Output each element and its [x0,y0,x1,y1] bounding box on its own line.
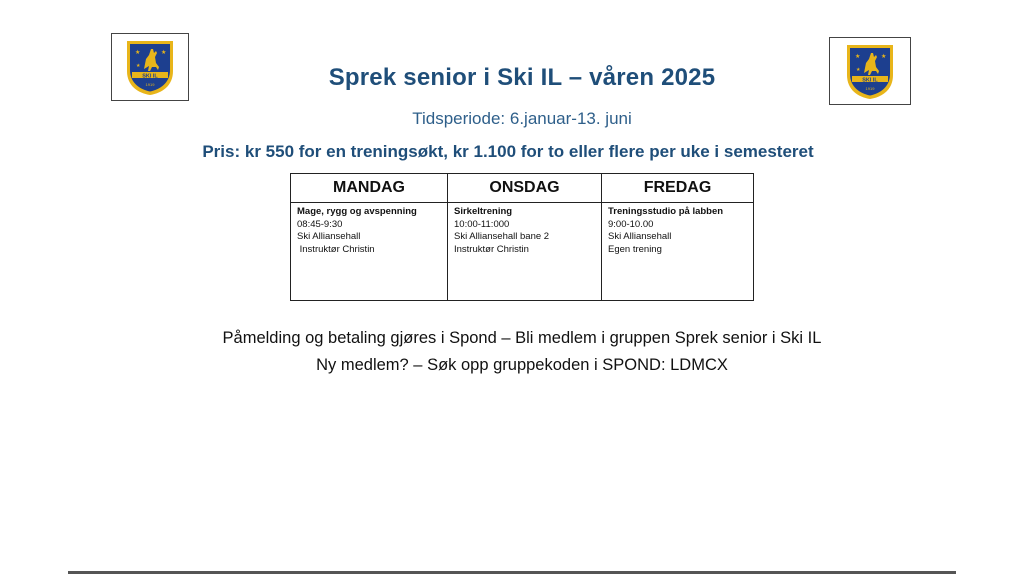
svg-text:★: ★ [135,50,141,56]
activity-title: Mage, rygg og avspenning [297,206,417,217]
schedule-table [290,173,754,301]
time-period: Tidsperiode: 6.januar-13. juni [412,109,632,128]
day-header-wednesday: ONSDAG [448,174,602,203]
svg-text:★: ★ [161,50,167,56]
activity-place: Ski Alliansehall bane 2 [454,231,550,242]
page-title: Sprek senior i Ski IL – våren 2025 [328,64,716,91]
activity-time: 08:45-9:30 [297,218,343,230]
price-info: Pris: kr 550 for en treningsøkt, kr 1.100 for to eller flere per uke i semesteret [202,142,814,161]
svg-text:★: ★ [856,67,861,73]
activity-leader: Instruktør Christin [454,243,529,255]
activity-time: 10:00-11:000 [454,218,510,230]
registration-note: Påmelding og betaling gjøres i Spond – Bli medlem i gruppen Sprek senior i Ski IL [222,329,822,347]
svg-text:1919: 1919 [865,86,875,91]
schedule-cell-monday [291,203,448,300]
svg-text:★: ★ [881,54,887,60]
activity-title: Treningsstudio på labben [608,206,724,217]
svg-text:★: ★ [136,63,141,69]
svg-text:1919: 1919 [145,82,155,87]
activity-place: Ski Alliansehall [297,231,361,242]
group-code-note: Ny medlem? – Søk opp gruppekoden i SPOND: LDMCX [316,356,728,374]
schedule-cell-friday [602,203,753,300]
activity-leader: Egen trening [608,243,662,255]
schedule-cell-wednesday [448,203,602,300]
svg-text:★: ★ [855,54,861,60]
svg-text:SKI IL: SKI IL [862,77,878,84]
svg-text:SKI IL: SKI IL [142,73,158,80]
day-header-friday: FREDAG [602,174,753,203]
activity-leader: Instruktør Christin [297,243,375,255]
activity-time: 9:00-10.00 [608,218,654,230]
activity-title: Sirkeltrening [454,206,513,217]
day-header-monday: MANDAG [291,174,448,203]
activity-place: Ski Alliansehall [608,231,672,242]
bottom-divider [68,571,956,574]
